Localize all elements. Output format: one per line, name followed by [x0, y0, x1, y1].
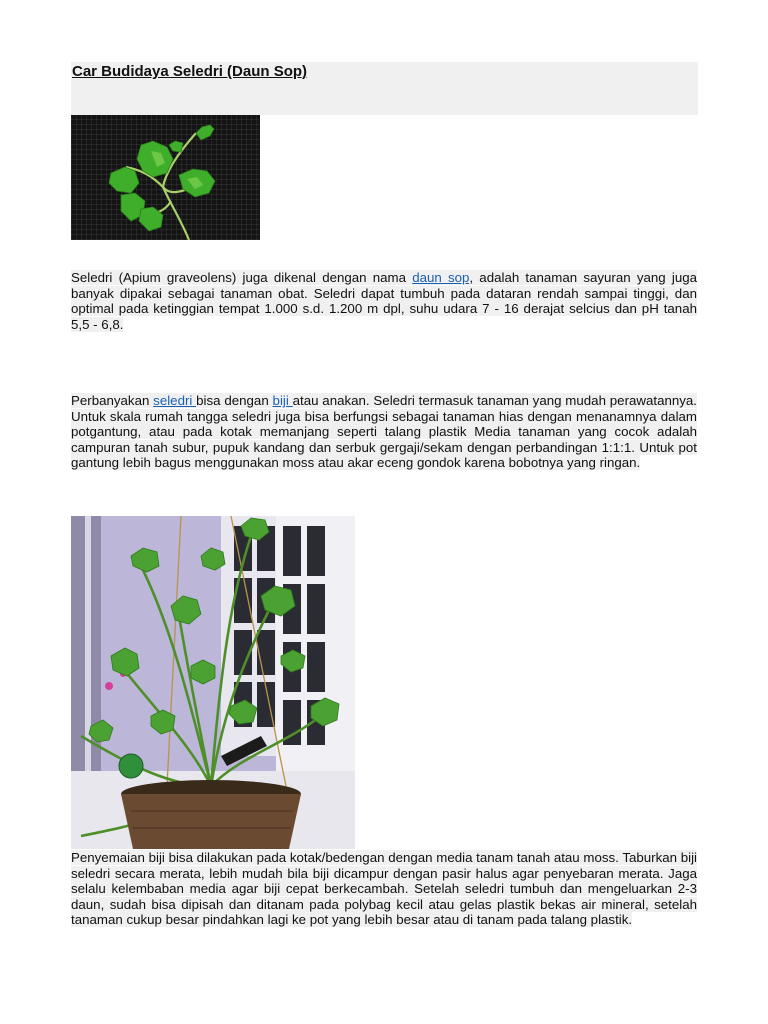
propagation-text-3: atau anakan. Seledri termasuk tanaman yang mudah perawatannya. Untuk skala rumah tangga seledri juga bisa berfungsi sebagai tanaman hias dengan menanamnya dalam potgantung, atau pada kotak memanjang seperti talang plastik Media tanaman yang cocok adalah campuran tanah subur, pupuk kandang dan serbuk gergaji/sekam dengan perbandingan 1:1:1. Untuk pot gantung lebih bagus menggunakan moss atau akar eceng gondok karena bobotnya yang ringan.: [71, 393, 698, 470]
link-biji[interactable]: biji: [272, 393, 293, 408]
propagation-text-1: Perbanyakan: [71, 393, 154, 408]
paragraph-intro: [71, 270, 697, 332]
potted-celery-photo: [71, 516, 355, 849]
paragraph-seeding: [71, 850, 697, 928]
document-title: Car Budidaya Seledri (Daun Sop): [72, 63, 308, 80]
link-daun-sop[interactable]: daun sop: [412, 270, 470, 285]
intro-text-1: Seledri (Apium graveolens) juga dikenal dengan nama: [71, 270, 413, 285]
celery-sprig-photo: [71, 115, 260, 240]
link-seledri[interactable]: seledri: [153, 393, 197, 408]
paragraph-propagation: [71, 393, 697, 471]
intro-text-2: , adalah tanaman sayuran yang juga banyak dipakai sebagai tanaman obat. Seledri dapat tumbuh pada dataran rendah sampai tinggi, dan optimal pada ketinggian tempat 1.000 s.d. 1.200 m dpl, suhu udara 7 - 16 derajat selcius dan pH tanah 5,5 - 6,8.: [71, 270, 697, 332]
seeding-text: Penyemaian biji bisa dilakukan pada kotak/bedengan dengan media tanam tanah atau moss. Taburkan biji seledri secara merata, lebih mudah bila biji dicampur dengan pasir halus agar penyebaran merata. Jaga selalu kelembaban media agar biji cepat berkecambah. Setelah seledri tumbuh dan mengeluarkan 2-3 daun, sudah bisa dipisah dan ditanam pada polybag kecil atau gelas plastik bekas air mineral, setelah tanaman cukup besar pindahkan lagi ke pot yang lebih besar atau di tanam pada talang plastik.: [71, 850, 697, 927]
propagation-text-2: bisa dengan: [196, 393, 273, 408]
celery-sprig-illustration: [71, 115, 260, 240]
potted-celery-illustration: [71, 516, 355, 849]
